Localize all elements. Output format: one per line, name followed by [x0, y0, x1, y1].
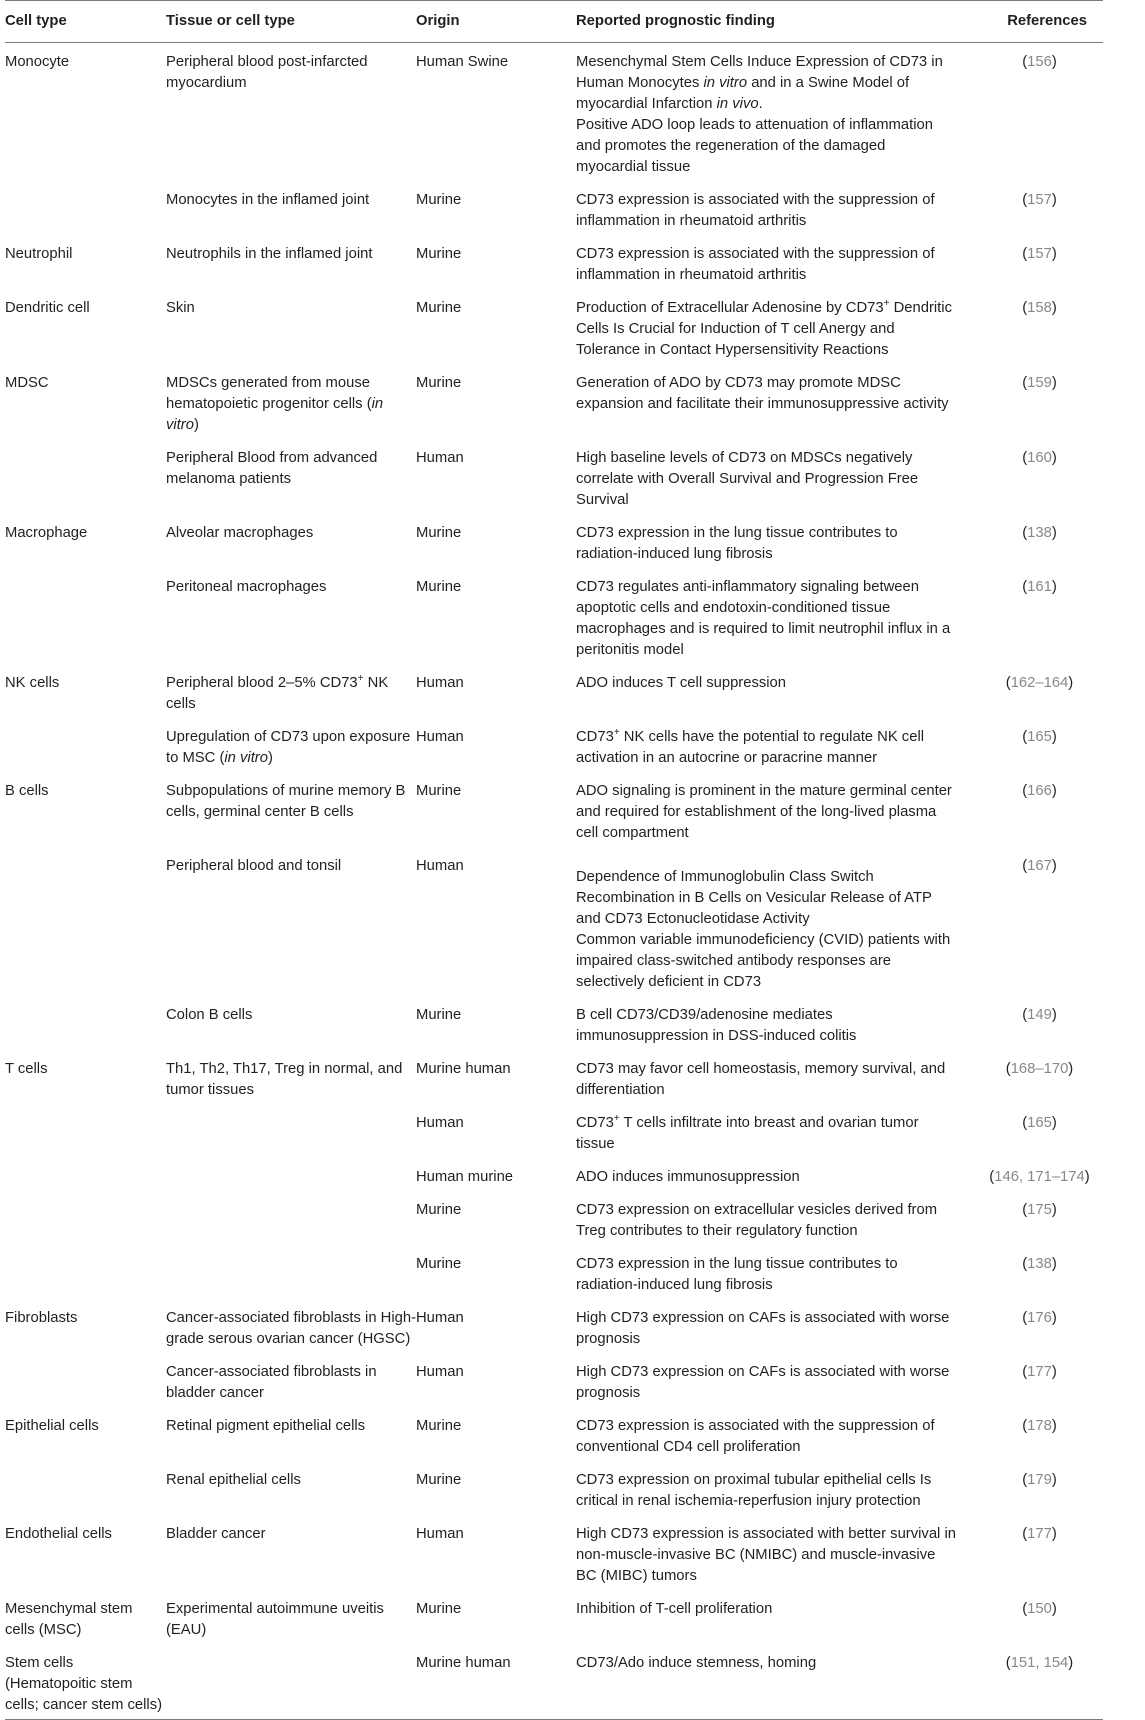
- cell-type-cell: [5, 439, 166, 514]
- origin-cell: Human murine: [416, 1169, 514, 1185]
- reference-cell: (177): [1022, 1526, 1057, 1542]
- header-tissue: Tissue or cell type: [166, 13, 295, 29]
- cell-type-cell: Monocyte: [5, 54, 70, 70]
- tissue-cell: Colon B cells: [166, 1007, 253, 1023]
- table-row: [5, 996, 1103, 1050]
- origin-cell: Murine: [416, 1601, 462, 1617]
- finding-cell: High CD73 expression on CAFs is associated with worse prognosis: [576, 1310, 950, 1347]
- finding-cell: CD73 expression in the lung tissue contributes to radiation-induced lung fibrosis: [576, 525, 898, 562]
- reference-link[interactable]: 146, 171–174: [994, 1169, 1085, 1185]
- reference-cell: (150): [1022, 1601, 1057, 1617]
- reference-link[interactable]: 168–170: [1010, 1061, 1069, 1077]
- reference-link[interactable]: 178: [1027, 1418, 1052, 1434]
- reference-link[interactable]: 149: [1027, 1007, 1052, 1023]
- reference-link[interactable]: 165: [1027, 729, 1052, 745]
- reference-cell: (157): [1022, 246, 1057, 262]
- table-row: [5, 364, 1103, 439]
- origin-cell: Murine: [416, 300, 462, 316]
- reference-cell: (165): [1022, 729, 1057, 745]
- reference-cell: (146, 171–174): [989, 1169, 1090, 1185]
- reference-link[interactable]: 175: [1027, 1202, 1052, 1218]
- header-row: [5, 1, 1103, 43]
- tissue-cell: Skin: [166, 300, 195, 316]
- finding-cell: CD73 may favor cell homeostasis, memory survival, and differentiation: [576, 1061, 946, 1098]
- table-row: [5, 1245, 1103, 1299]
- header-origin: Origin: [416, 13, 460, 29]
- reference-link[interactable]: 179: [1027, 1472, 1052, 1488]
- table-row: [5, 1644, 1103, 1720]
- finding-cell: High baseline levels of CD73 on MDSCs negatively correlate with Overall Survival and Progression Free Survival: [576, 450, 919, 508]
- cell-type-cell: Epithelial cells: [5, 1418, 99, 1434]
- cell-type-cell: NK cells: [5, 675, 60, 691]
- table-header: [5, 1, 1103, 43]
- reference-link[interactable]: 150: [1027, 1601, 1052, 1617]
- table-row: [5, 847, 1103, 996]
- tissue-cell: Experimental autoimmune uveitis (EAU): [166, 1601, 384, 1638]
- origin-cell: Murine: [416, 783, 462, 799]
- finding-cell: Production of Extracellular Adenosine by CD73+ Dendritic Cells Is Crucial for Induction of T cell Anergy and Tolerance in Contact Hypersensitivity Reactions: [576, 298, 952, 358]
- table-row: [5, 1191, 1103, 1245]
- table-row: [5, 718, 1103, 772]
- table-row: [5, 235, 1103, 289]
- reference-cell: (160): [1022, 450, 1057, 466]
- cell-type-cell: [5, 1353, 166, 1407]
- tissue-cell: Peripheral blood and tonsil: [166, 858, 342, 874]
- tissue-cell: MDSCs generated from mouse hematopoietic progenitor cells (in vitro): [166, 375, 384, 433]
- cd73-table: [5, 0, 1103, 1720]
- table-row: [5, 289, 1103, 364]
- cell-type-cell: Dendritic cell: [5, 300, 90, 316]
- table-row: [5, 43, 1103, 182]
- origin-cell: Murine: [416, 375, 462, 391]
- cell-type-cell: [5, 718, 166, 772]
- reference-cell: (138): [1022, 525, 1057, 541]
- reference-cell: (179): [1022, 1472, 1057, 1488]
- origin-cell: Human: [416, 1526, 464, 1542]
- reference-cell: (162–164): [1005, 675, 1074, 691]
- table-row: [5, 1590, 1103, 1644]
- origin-cell: Murine: [416, 1007, 462, 1023]
- tissue-cell: Peripheral Blood from advanced melanoma patients: [166, 450, 378, 487]
- table-row: [5, 568, 1103, 664]
- reference-link[interactable]: 161: [1027, 579, 1052, 595]
- tissue-cell: Retinal pigment epithelial cells: [166, 1418, 366, 1434]
- cell-type-cell: [5, 1158, 166, 1191]
- finding-cell: CD73 expression is associated with the suppression of inflammation in rheumatoid arthritis: [576, 192, 935, 229]
- reference-cell: (149): [1022, 1007, 1057, 1023]
- table-row: [5, 664, 1103, 718]
- tissue-cell: Th1, Th2, Th17, Treg in normal, and tumor tissues: [166, 1061, 403, 1098]
- origin-cell: Murine: [416, 1202, 462, 1218]
- reference-cell: (156): [1022, 54, 1057, 70]
- reference-link[interactable]: 157: [1027, 192, 1052, 208]
- cell-type-cell: B cells: [5, 783, 49, 799]
- table-row: [5, 1407, 1103, 1461]
- tissue-cell: [166, 1104, 416, 1158]
- cell-type-cell: [5, 1461, 166, 1515]
- cell-type-cell: [5, 1191, 166, 1245]
- finding-cell: ADO signaling is prominent in the mature germinal center and required for establishment of the long-lived plasma cell compartment: [576, 783, 952, 841]
- reference-cell: (165): [1022, 1115, 1057, 1131]
- origin-cell: Murine human: [416, 1061, 511, 1077]
- finding-cell: B cell CD73/CD39/adenosine mediates immunosuppression in DSS-induced colitis: [576, 1007, 857, 1044]
- finding-cell: Generation of ADO by CD73 may promote MDSC expansion and facilitate their immunosuppressive activity: [576, 375, 949, 412]
- tissue-cell: Monocytes in the inflamed joint: [166, 192, 370, 208]
- cell-type-cell: [5, 1245, 166, 1299]
- table-row: [5, 1353, 1103, 1407]
- finding-cell: ADO induces T cell suppression: [576, 675, 787, 691]
- origin-cell: Murine: [416, 246, 462, 262]
- tissue-cell: Peritoneal macrophages: [166, 579, 327, 595]
- table-body: [5, 43, 1103, 1720]
- cell-type-cell: [5, 181, 166, 235]
- finding-cell: CD73 expression is associated with the suppression of conventional CD4 cell proliferation: [576, 1418, 935, 1455]
- origin-cell: Murine: [416, 525, 462, 541]
- tissue-cell: Neutrophils in the inflamed joint: [166, 246, 373, 262]
- header-references: References: [1007, 13, 1087, 29]
- tissue-cell: Bladder cancer: [166, 1526, 266, 1542]
- finding-cell: Dependence of Immunoglobulin Class Switch Recombination in B Cells on Vesicular Release of ATP and CD73 Ectonucleotidase Activity Common variable immunodeficiency (CVID) patients with impaired class-switched antibody responses are selectively deficient in CD73: [576, 869, 951, 990]
- table-row: [5, 772, 1103, 847]
- reference-cell: (175): [1022, 1202, 1057, 1218]
- table-row: [5, 1299, 1103, 1353]
- header-cell-type: Cell type: [5, 13, 67, 29]
- origin-cell: Murine: [416, 1256, 462, 1272]
- reference-link[interactable]: 138: [1027, 1256, 1052, 1272]
- tissue-cell: [166, 1158, 416, 1191]
- table-row: [5, 1050, 1103, 1104]
- origin-cell: Murine: [416, 579, 462, 595]
- reference-link[interactable]: 177: [1027, 1364, 1052, 1380]
- tissue-cell: Renal epithelial cells: [166, 1472, 301, 1488]
- finding-cell: CD73 expression on proximal tubular epithelial cells Is critical in renal ischemia-reperfusion injury protection: [576, 1472, 932, 1509]
- origin-cell: Murine: [416, 1418, 462, 1434]
- reference-link[interactable]: 156: [1027, 54, 1052, 70]
- cell-type-cell: Neutrophil: [5, 246, 73, 262]
- origin-cell: Human: [416, 729, 464, 745]
- reference-cell: (158): [1022, 300, 1057, 316]
- header-finding: Reported prognostic finding: [576, 13, 775, 29]
- cell-type-cell: MDSC: [5, 375, 49, 391]
- reference-link[interactable]: 158: [1027, 300, 1052, 316]
- reference-cell: (178): [1022, 1418, 1057, 1434]
- origin-cell: Human: [416, 675, 464, 691]
- reference-link[interactable]: 177: [1027, 1526, 1052, 1542]
- reference-cell: (138): [1022, 1256, 1057, 1272]
- tissue-cell: Peripheral blood 2–5% CD73+ NK cells: [166, 673, 389, 712]
- reference-link[interactable]: 157: [1027, 246, 1052, 262]
- table-row: [5, 439, 1103, 514]
- table-row: [5, 1461, 1103, 1515]
- finding-cell: CD73 expression in the lung tissue contributes to radiation-induced lung fibrosis: [576, 1256, 898, 1293]
- reference-link[interactable]: 176: [1027, 1310, 1052, 1326]
- cell-type-cell: Macrophage: [5, 525, 88, 541]
- cell-type-cell: Fibroblasts: [5, 1310, 78, 1326]
- cell-type-cell: T cells: [5, 1061, 48, 1077]
- reference-cell: (159): [1022, 375, 1057, 391]
- reference-link[interactable]: 165: [1027, 1115, 1052, 1131]
- reference-cell: (167): [1022, 858, 1057, 874]
- tissue-cell: Upregulation of CD73 upon exposure to MSC (in vitro): [166, 729, 411, 766]
- finding-cell: ADO induces immunosuppression: [576, 1169, 800, 1185]
- tissue-cell: Cancer-associated fibroblasts in bladder cancer: [166, 1364, 377, 1401]
- reference-cell: (157): [1022, 192, 1057, 208]
- finding-cell: High CD73 expression is associated with better survival in non-muscle-invasive BC (NMIBC) and muscle-invasive BC (MIBC) tumors: [576, 1526, 956, 1584]
- tissue-cell: [166, 1644, 416, 1720]
- tissue-cell: Peripheral blood post-infarcted myocardium: [166, 54, 368, 91]
- reference-link[interactable]: 167: [1027, 858, 1052, 874]
- finding-cell: CD73+ NK cells have the potential to regulate NK cell activation in an autocrine or paracrine manner: [576, 727, 925, 766]
- reference-cell: (168–170): [1005, 1061, 1074, 1077]
- table-row: [5, 1158, 1103, 1191]
- reference-cell: (177): [1022, 1364, 1057, 1380]
- cell-type-cell: [5, 996, 166, 1050]
- reference-link[interactable]: 162–164: [1010, 675, 1069, 691]
- table-row: [5, 514, 1103, 568]
- origin-cell: Murine human: [416, 1655, 511, 1671]
- finding-cell: High CD73 expression on CAFs is associated with worse prognosis: [576, 1364, 950, 1401]
- reference-link[interactable]: 151, 154: [1010, 1655, 1069, 1671]
- table-row: [5, 181, 1103, 235]
- tissue-cell: [166, 1245, 416, 1299]
- cell-type-cell: [5, 1104, 166, 1158]
- cell-type-cell: Stem cells (Hematopoitic stem cells; cancer stem cells): [5, 1655, 163, 1713]
- origin-cell: Human: [416, 1115, 464, 1131]
- reference-link[interactable]: 166: [1027, 783, 1052, 799]
- origin-cell: Human: [416, 1310, 464, 1326]
- cell-type-cell: Endothelial cells: [5, 1526, 112, 1542]
- tissue-cell: Subpopulations of murine memory B cells, germinal center B cells: [166, 783, 406, 820]
- finding-cell: Inhibition of T-cell proliferation: [576, 1601, 773, 1617]
- cell-type-cell: [5, 847, 166, 996]
- reference-cell: (176): [1022, 1310, 1057, 1326]
- finding-cell: CD73/Ado induce stemness, homing: [576, 1655, 817, 1671]
- finding-cell: CD73 expression is associated with the suppression of inflammation in rheumatoid arthritis: [576, 246, 935, 283]
- reference-cell: (151, 154): [1005, 1655, 1074, 1671]
- reference-link[interactable]: 138: [1027, 525, 1052, 541]
- cell-type-cell: [5, 568, 166, 664]
- tissue-cell: Alveolar macrophages: [166, 525, 314, 541]
- cell-type-cell: Mesenchymal stem cells (MSC): [5, 1601, 133, 1638]
- origin-cell: Human: [416, 1364, 464, 1380]
- finding-cell: CD73 expression on extracellular vesicles derived from Treg contributes to their regulatory function: [576, 1202, 938, 1239]
- table-row: [5, 1515, 1103, 1590]
- origin-cell: Murine: [416, 192, 462, 208]
- reference-link[interactable]: 159: [1027, 375, 1052, 391]
- origin-cell: Human: [416, 450, 464, 466]
- finding-cell: CD73+ T cells infiltrate into breast and ovarian tumor tissue: [576, 1113, 919, 1152]
- origin-cell: Murine: [416, 1472, 462, 1488]
- finding-cell: CD73 regulates anti-inflammatory signaling between apoptotic cells and endotoxin-conditioned tissue macrophages and is required to limit neutrophil influx in a peritonitis model: [576, 579, 951, 658]
- reference-cell: (161): [1022, 579, 1057, 595]
- tissue-cell: [166, 1191, 416, 1245]
- origin-cell: Human: [416, 858, 464, 874]
- tissue-cell: Cancer-associated fibroblasts in High-grade serous ovarian cancer (HGSC): [166, 1310, 417, 1347]
- origin-cell: Human Swine: [416, 54, 509, 70]
- finding-cell: Mesenchymal Stem Cells Induce Expression of CD73 in Human Monocytes in vitro and in a Swine Model of myocardial Infarction in vivo. Positive ADO loop leads to attenuation of inflammation and promotes the regeneration of the damaged myocardial tissue: [576, 54, 943, 175]
- reference-link[interactable]: 160: [1027, 450, 1052, 466]
- reference-cell: (166): [1022, 783, 1057, 799]
- table-row: [5, 1104, 1103, 1158]
